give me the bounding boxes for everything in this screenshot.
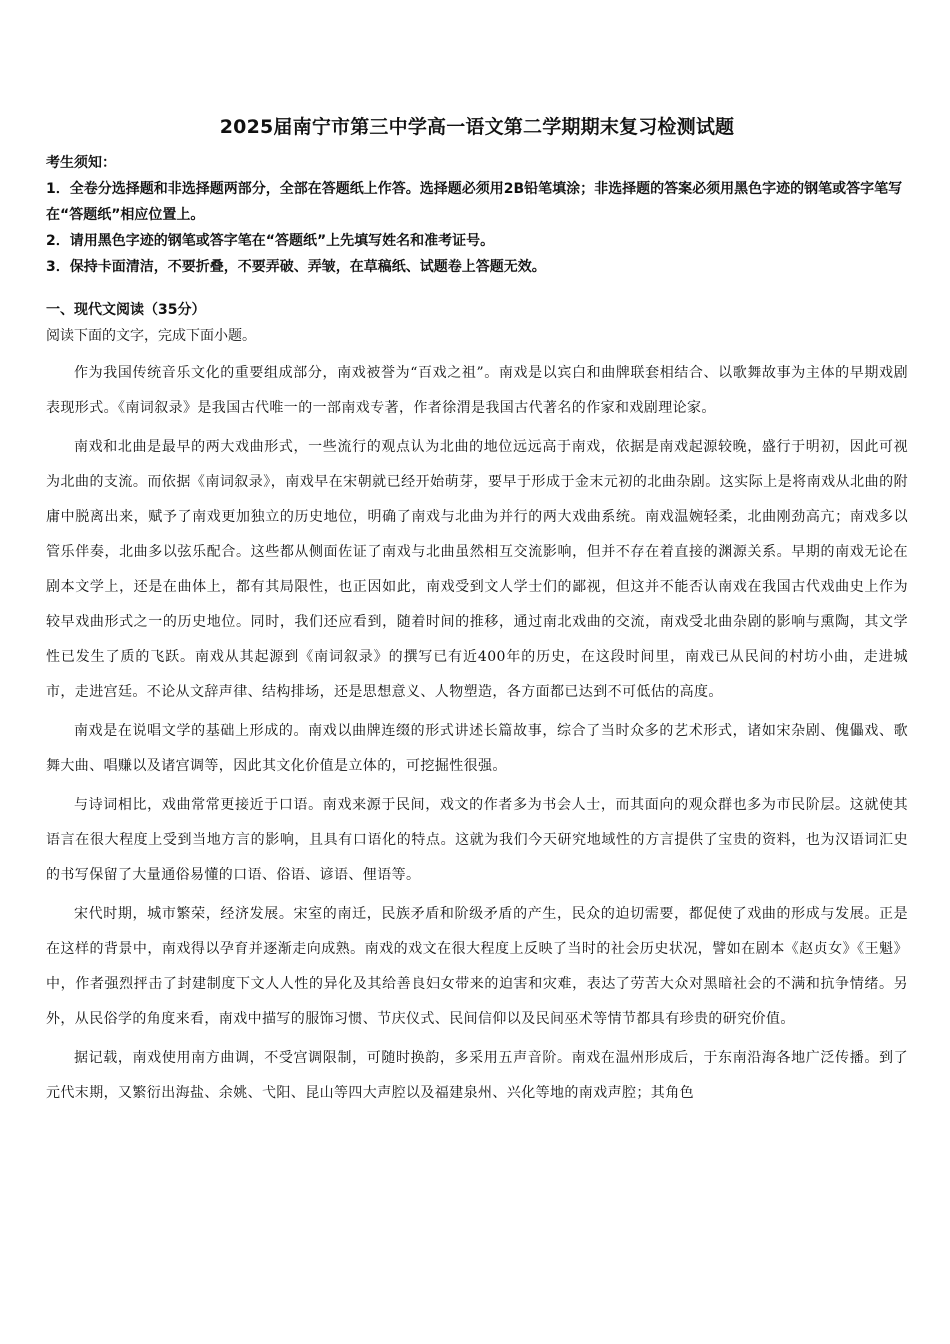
reading-instruction: 阅读下面的文字，完成下面小题。	[46, 328, 256, 344]
notice-item-2: 2．请用黑色字迹的钢笔或答字笔在“答题纸”上先填写姓名和准考证号。	[46, 233, 495, 249]
article-paragraph-4: 与诗词相比，戏曲常常更接近于口语。南戏来源于民间，戏文的作者多为书会人士，而其面向的观众群也多为市民阶层。这就使其语言在很大程度上受到当地方言的影响，且具有口语化的特点。这就为我们今天研究地域性的方言提供了宝贵的资料，也为汉语词汇史的书写保留了大量通俗易懂的口语、俗语、谚语、俚语等。	[46, 797, 908, 883]
article-paragraph-2: 南戏和北曲是最早的两大戏曲形式，一些流行的观点认为北曲的地位远远高于南戏，依据是南戏起源较晚，盛行于明初，因此可视为北曲的支流。而依据《南词叙录》，南戏早在宋朝就已经开始萌芽，要早于形成于金末元初的北曲杂剧。这实际上是将南戏从北曲的附庸中脱离出来，赋予了南戏更加独立的历史地位，明确了南戏与北曲为并行的两大戏曲系统。南戏温婉轻柔，北曲刚劲高亢；南戏多以管乐伴奏，北曲多以弦乐配合。这些都从侧面佐证了南戏与北曲虽然相互交流影响，但并不存在着直接的渊源关系。早期的南戏无论在剧本文学上，还是在曲体上，都有其局限性，也正因如此，南戏受到文人学士们的鄙视，但这并不能否认南戏在我国古代戏曲史上作为较早戏曲形式之一的历史地位。同时，我们还应看到，随着时间的推移，通过南北戏曲的交流，南戏受北曲杂剧的影响与熏陶，其文学性已发生了质的飞跃。南戏从其起源到《南词叙录》的撰写已有近400年的历史，在这段时间里，南戏已从民间的村坊小曲，走进城市，走进宫廷。不论从文辞声律、结构排场，还是思想意义、人物塑造，各方面都已达到不可低估的高度。	[46, 439, 908, 700]
article-paragraph-5: 宋代时期，城市繁荣，经济发展。宋室的南迁，民族矛盾和阶级矛盾的产生，民众的迫切需要，都促使了戏曲的形成与发展。正是在这样的背景中，南戏得以孕育并逐渐走向成熟。南戏的戏文在很大程度上反映了当时的社会历史状况，譬如在剧本《赵贞女》《王魁》中，作者强烈抨击了封建制度下文人人性的异化及其给善良妇女带来的迫害和灾难，表达了劳苦大众对黑暗社会的不满和抗争情绪。另外，从民俗学的角度来看，南戏中描写的服饰习惯、节庆仪式、民间信仰以及民间巫术等情节都具有珍贵的研究价值。	[46, 906, 908, 1027]
exam-title: 2025届南宁市第三中学高一语文第二学期期末复习检测试题	[219, 116, 735, 138]
section-heading: 一、现代文阅读（35分）	[46, 302, 206, 318]
candidate-notice	[46, 150, 908, 280]
article-paragraph-6: 据记载，南戏使用南方曲调，不受宫调限制，可随时换韵，多采用五声音阶。南戏在温州形成后，于东南沿海各地广泛传播。到了元代末期，又繁衍出海盐、余姚、弋阳、昆山等四大声腔以及福建泉州、兴化等地的南戏声腔；其角色	[46, 1050, 908, 1101]
notice-item-3: 3．保持卡面清洁，不要折叠，不要弄破、弄皱，在草稿纸、试题卷上答题无效。	[46, 259, 546, 275]
notice-item-1: 1．全卷分选择题和非选择题两部分，全部在答题纸上作答。选择题必须用2B铅笔填涂；非选择题的答案必须用黑色字迹的钢笔或答字笔写在“答题纸”相应位置上。	[46, 181, 903, 223]
section-modern-reading	[46, 297, 908, 1115]
notice-heading: 考生须知：	[46, 155, 116, 171]
article-paragraph-1: 作为我国传统音乐文化的重要组成部分，南戏被誉为“百戏之祖”。南戏是以宾白和曲牌联套相结合、以歌舞故事为主体的早期戏剧表现形式。《南词叙录》是我国古代唯一的一部南戏专著，作者徐渭是我国古代著名的作家和戏剧理论家。	[46, 365, 908, 416]
article-paragraph-3: 南戏是在说唱文学的基础上形成的。南戏以曲牌连缀的形式讲述长篇故事，综合了当时众多的艺术形式，诸如宋杂剧、傀儡戏、歌舞大曲、唱赚以及诸宫调等，因此其文化价值是立体的，可挖掘性很强。	[46, 723, 908, 774]
reading-article	[46, 356, 908, 1111]
